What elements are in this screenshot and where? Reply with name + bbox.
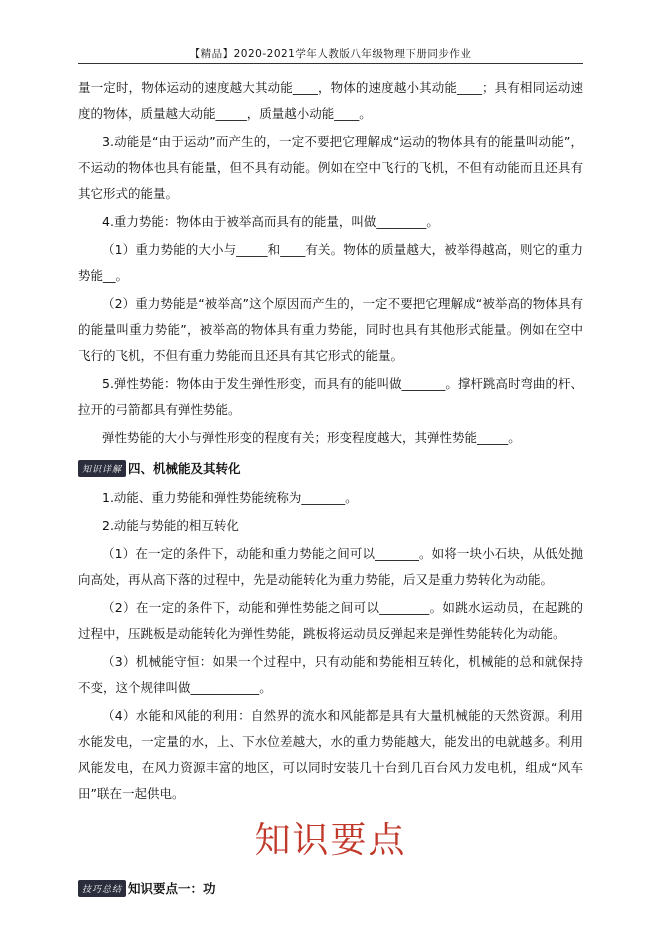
paragraph-water-wind: （4）水能和风能的利用：自然界的流水和风能都是具有大量机械能的天然资源。利用水能发电，一定量的水，上、下水位差越大，水的重力势能越大，能发出的电就越多。利用风能发电，在风力资源丰富的地区，可以同时安装几十台到几百台风力发电机，组成“风车田”联在一起供电。 <box>78 708 583 801</box>
paragraph-elastic-potential: 5.弹性势能：物体由于发生弹性形变，而具有的能叫做_______。撑杆跳高时弯曲的杆、拉开的弓箭都具有弹性势能。 <box>78 376 583 417</box>
paragraph-elastic-factors: 弹性势能的大小与弹性形变的程度有关；形变程度越大，其弹性势能_____。 <box>102 430 521 445</box>
tip-badge: 技巧总结 <box>78 880 126 897</box>
paragraph-gravitational-potential: 4.重力势能：物体由于被举高而具有的能量，叫做________。 <box>102 214 439 229</box>
paragraph-conversion-elastic: （2）在一定的条件下，动能和弹性势能之间可以________。如跳水运动员，在起跳的过程中，压跳板是动能转化为弹性势能，跳板将运动员反弹起来是弹性势能转化为动能。 <box>78 600 583 641</box>
document-body <box>78 75 583 897</box>
header-divider <box>78 63 583 64</box>
key-points-title: 知识要点 <box>254 820 407 861</box>
paragraph-kinetic-energy-mass: 量一定时，物体运动的速度越大其动能____，物体的速度越小其动能____；具有相同运动速度的物体，质量越大动能_____，质量越小动能____。 <box>78 80 583 121</box>
paragraph-conversion-heading: 2.动能与势能的相互转化 <box>102 518 239 533</box>
subsection-title: 知识要点一：功 <box>128 881 216 896</box>
paragraph-mechanical-energy: 1.动能、重力势能和弹性势能统称为_______。 <box>102 490 358 505</box>
page-header: 【精品】2020-2021学年人教版八年级物理下册同步作业 <box>189 48 472 60</box>
paragraph-kinetic-energy-note: 3.动能是“由于运动”而产生的，一定不要把它理解成“运动的物体具有的能量叫动能”，不运动的物体也具有能量，但不具有动能。例如在空中飞行的飞机，不但有动能而且还具有其它形式的能量。 <box>78 134 583 201</box>
knowledge-badge: 知识详解 <box>78 460 126 477</box>
paragraph-conservation: （3）机械能守恒：如果一个过程中，只有动能和势能相互转化，机械能的总和就保持不变，这个规律叫做___________。 <box>78 654 583 695</box>
paragraph-gp-note: （2）重力势能是“被举高”这个原因而产生的，一定不要把它理解成“被举高的物体具有的能量叫重力势能”，被举高的物体具有重力势能，同时也具有其他形式能量。例如在空中飞行的飞机，不但有重力势能而且还具有其它形式的能量。 <box>78 296 583 363</box>
section-tip-heading <box>78 879 583 897</box>
paragraph-gp-factors: （1）重力势能的大小与_____和____有关。物体的质量越大，被举得越高，则它的重力势能__。 <box>78 242 583 283</box>
section-title: 四、机械能及其转化 <box>128 461 241 476</box>
paragraph-conversion-gravity: （1）在一定的条件下，动能和重力势能之间可以_______。如将一块小石块，从低处抛向高处，再从高下落的过程中，先是动能转化为重力势能，后又是重力势转化为动能。 <box>78 546 583 587</box>
section-mechanical-energy-heading <box>78 455 583 481</box>
